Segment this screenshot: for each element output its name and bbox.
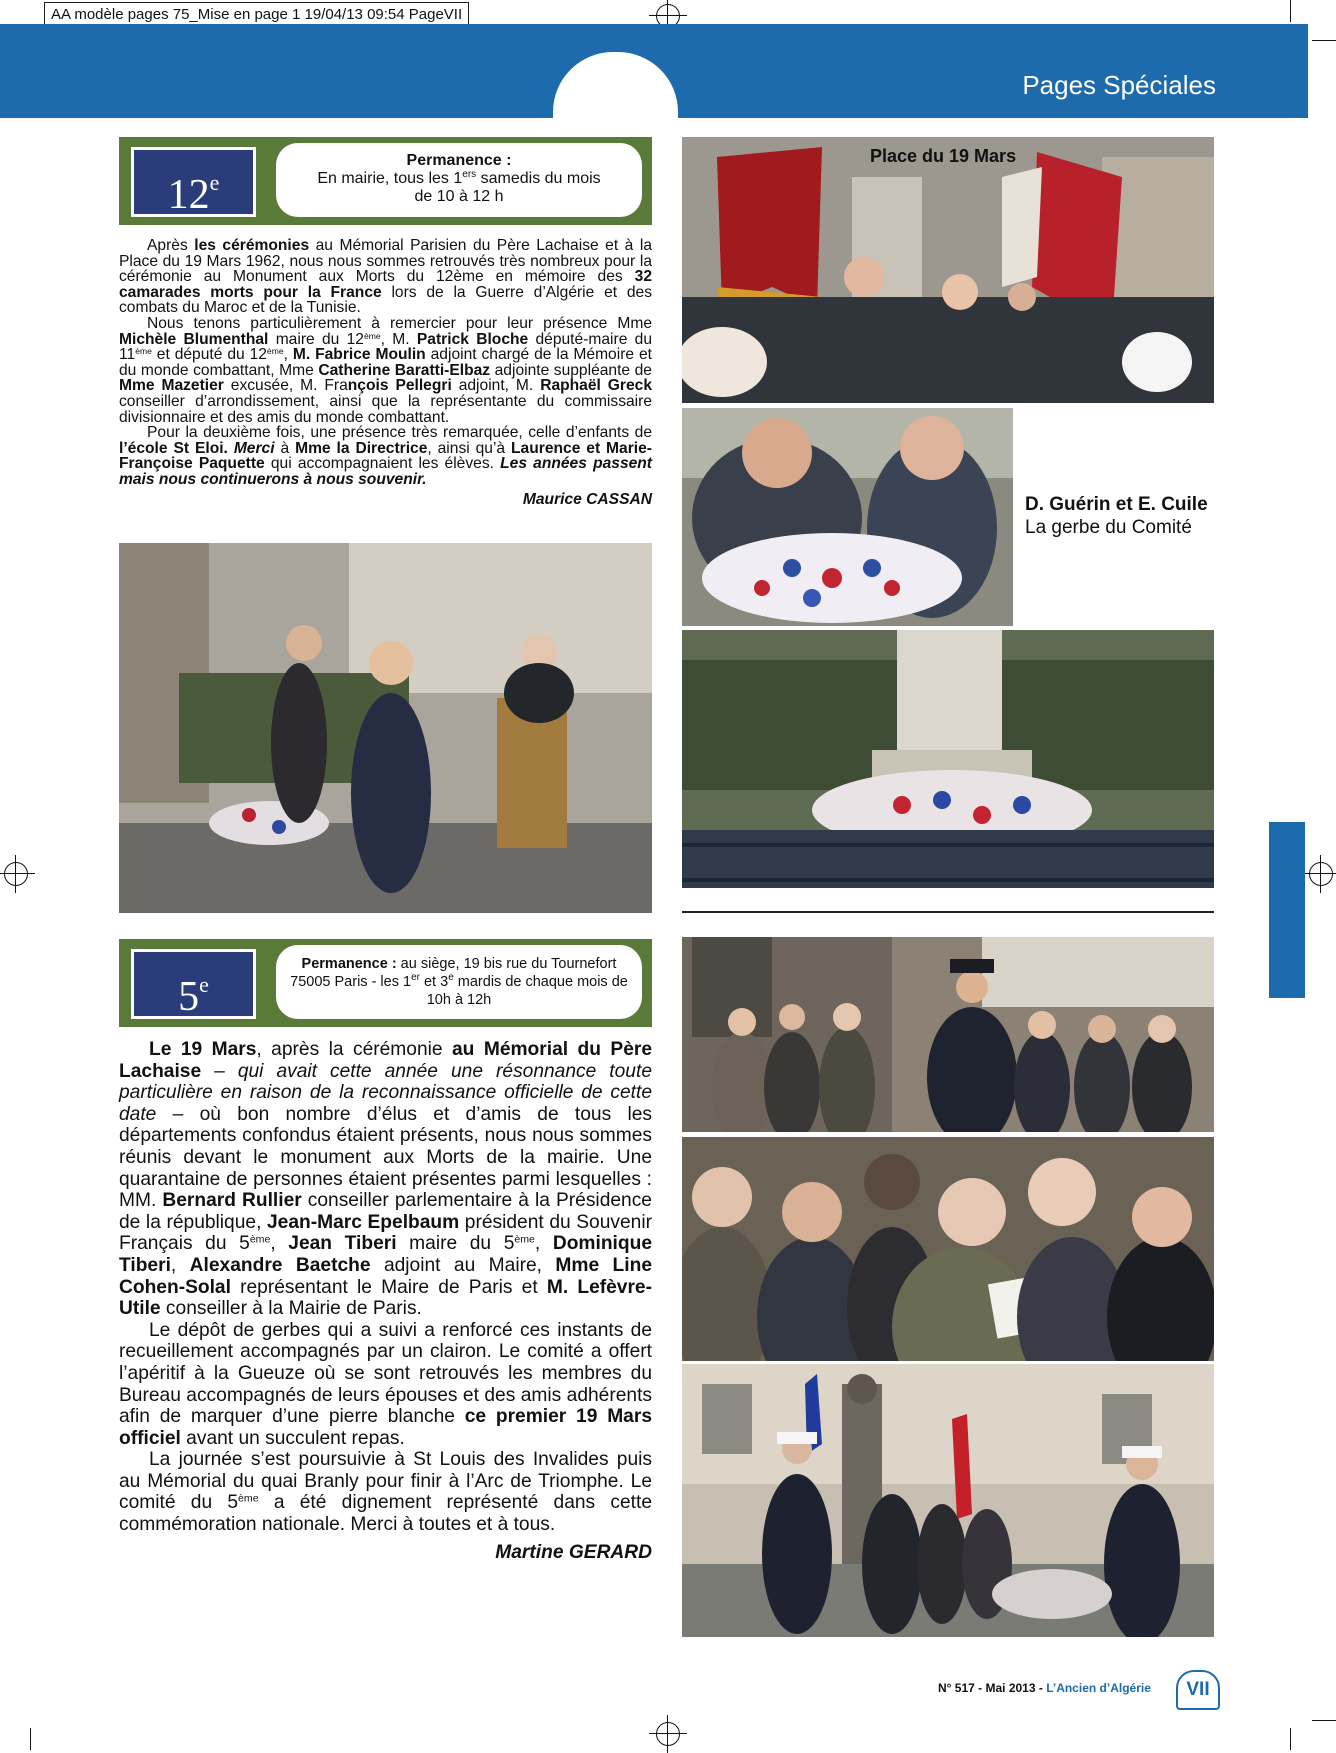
- article-signature: Maurice CASSAN: [522, 490, 652, 508]
- article-paragraph: Nous tenons particulièrement à remercier pour leur présence Mme Michèle Blumenthal maire du 12ème, M. Patrick Bloche député-maire du 11ème et député du 12ème, M. Fabrice Moulin adjoint chargé de la Mémoire et du monde combattant, Mme Catherine Baratti-Elbaz adjointe suppléante de Mme Mazetier excusée, M. François Pellegri adjoint, M. Raphaël Greck conseiller d’arrondissement, ainsi que la représentante du commissaire divisionnaire et des amis du monde combattant.: [119, 314, 653, 426]
- permanence-line: et 3: [419, 974, 449, 990]
- section-title: Pages Spéciales: [1022, 70, 1216, 100]
- crop-mark: [30, 1728, 31, 1750]
- photo-ceremony-group: [682, 937, 1214, 1132]
- photo-image: [682, 630, 1214, 888]
- print-slug: AA modèle pages 75_Mise en page 1 19/04/13 09:54 PageVII: [44, 2, 469, 28]
- permanence-box: [276, 143, 642, 217]
- permanence-line: 10h à 12h: [426, 992, 492, 1008]
- photo-speech-podium: [119, 543, 652, 913]
- registration-mark-left: [4, 862, 28, 886]
- permanence-line: 75005 Paris - les 1: [290, 974, 412, 990]
- crop-mark: [1312, 40, 1336, 41]
- section-12-header: [119, 137, 652, 225]
- page-folio: [938, 1681, 1151, 1695]
- issue-info: N° 517 - Mai 2013 -: [938, 1681, 1047, 1695]
- photo-image: [682, 1137, 1214, 1361]
- article-paragraph: Pour la deuxième fois, une présence très remarquée, celle d’enfants de l’école St Eloi. Merci à Mme la Directrice, ainsi qu’à Laurence et Marie-Françoise Paquette qui accompagnaient les élèves. Les années passent mais nous continuerons à nous souvenir.: [119, 424, 653, 488]
- page-number-badge: VII: [1176, 1670, 1220, 1710]
- photo-monument-courtyard: [682, 1364, 1214, 1637]
- permanence-sup: er: [411, 972, 420, 983]
- arrondissement-number-box: [131, 949, 256, 1019]
- arrondissement-number: 5: [178, 974, 200, 1020]
- photo-wreath-guerin-cuile: [682, 408, 1013, 626]
- photo-place-19-mars: [682, 137, 1214, 403]
- caption-place: Place du 19 Mars: [870, 146, 1017, 166]
- photo-image: [682, 408, 1013, 626]
- article-paragraph: Le dépôt de gerbes qui a suivi a renforcé ces instants de recueillement accompagnés par un clairon. Le comité a offert l’apéritif à la Gueuze où se sont retrouvés les membres du Bureau accompagnés de leurs épouses et des amis adhérents afin de marquer d’une pierre blanche ce premier 19 Mars officiel avant un succulent repas.: [119, 1319, 652, 1449]
- caption-guerin-desc: La gerbe du Comité: [1025, 517, 1192, 538]
- article-12: [119, 238, 652, 507]
- permanence-box: [276, 945, 642, 1019]
- permanence-label: Permanence :: [301, 956, 397, 972]
- permanence-line: de 10 à 12 h: [414, 188, 504, 205]
- crop-mark: [1290, 0, 1291, 22]
- permanence-line: samedis du mois: [476, 170, 601, 187]
- arrondissement-suffix: e: [209, 170, 220, 195]
- arrondissement-number: 12: [167, 172, 210, 218]
- article-paragraph: La journée s’est poursuivie à St Louis des Invalides puis au Mémorial du quai Branly pour finir à l’Arc de Triomphe. Le comité du 5ème a été dignement représenté dans cette commémoration nationale. Merci à toutes et à tous.: [119, 1449, 652, 1536]
- photo-monument-wreaths: [682, 630, 1214, 888]
- registration-mark-right: [1309, 862, 1333, 886]
- caption-guerin: [1025, 493, 1208, 539]
- crop-mark: [1312, 1720, 1336, 1721]
- registration-mark-bottom: [656, 1722, 680, 1746]
- permanence-line: mardis de chaque mois de: [453, 974, 628, 990]
- photo-speech-reading: [682, 1137, 1214, 1361]
- permanence-label: Permanence :: [406, 152, 512, 169]
- arrondissement-number-box: [131, 147, 256, 217]
- article-5: [119, 1039, 652, 1563]
- photo-image: [682, 937, 1214, 1132]
- photo-image: [682, 137, 1214, 403]
- photo-image: [119, 543, 652, 913]
- article-paragraph: Le 19 Mars, après la cérémonie au Mémorial du Père Lachaise – qui avait cette année une résonnance toute particulière en raison de la reconnaissance officielle de cette date – où bon nombre d’élus et d’amis de tous les départements confondus étaient présents, nous nous sommes réunis devant le monument aux Morts de la mairie. Une quarantaine de personnes étaient présentes parmi lesquelles : MM. Bernard Rullier conseiller parlementaire à la Présidence de la république, Jean-Marc Epelbaum président du Souvenir Français du 5ème, Jean Tiberi maire du 5ème, Dominique Tiberi, Alexandre Baetche adjoint au Maire, Mme Line Cohen-Solal représentant le Maire de Paris et M. Lefèvre-Utile conseiller à la Mairie de Paris.: [119, 1039, 653, 1320]
- permanence-sup: ers: [462, 169, 477, 180]
- magazine-name: L’Ancien d’Algérie: [1046, 1681, 1151, 1695]
- permanence-line: En mairie, tous les 1: [317, 170, 463, 187]
- column-divider-rule: [682, 911, 1214, 913]
- crop-mark: [1290, 1728, 1291, 1750]
- article-paragraph: Après les cérémonies au Mémorial Parisien du Père Lachaise et à la Place du 19 Mars 1962, nous nous sommes retrouvés très nombreux pour la cérémonie au Monument aux Morts du 12ème en mémoire des 32 camarades morts pour la France lors de la Guerre d’Algérie et des combats du Maroc et de la Tunisie.: [119, 237, 652, 317]
- caption-guerin-names: D. Guérin et E. Cuile: [1025, 494, 1208, 515]
- side-tab-marker: [1269, 822, 1305, 998]
- arrondissement-suffix: e: [199, 972, 209, 997]
- photo-image: [682, 1364, 1214, 1637]
- permanence-line: au siège, 19 bis rue du Tournefort: [396, 956, 617, 972]
- article-signature: Martine GERARD: [495, 1541, 652, 1563]
- permanence-sup: e: [448, 972, 454, 983]
- section-5-header: [119, 939, 652, 1027]
